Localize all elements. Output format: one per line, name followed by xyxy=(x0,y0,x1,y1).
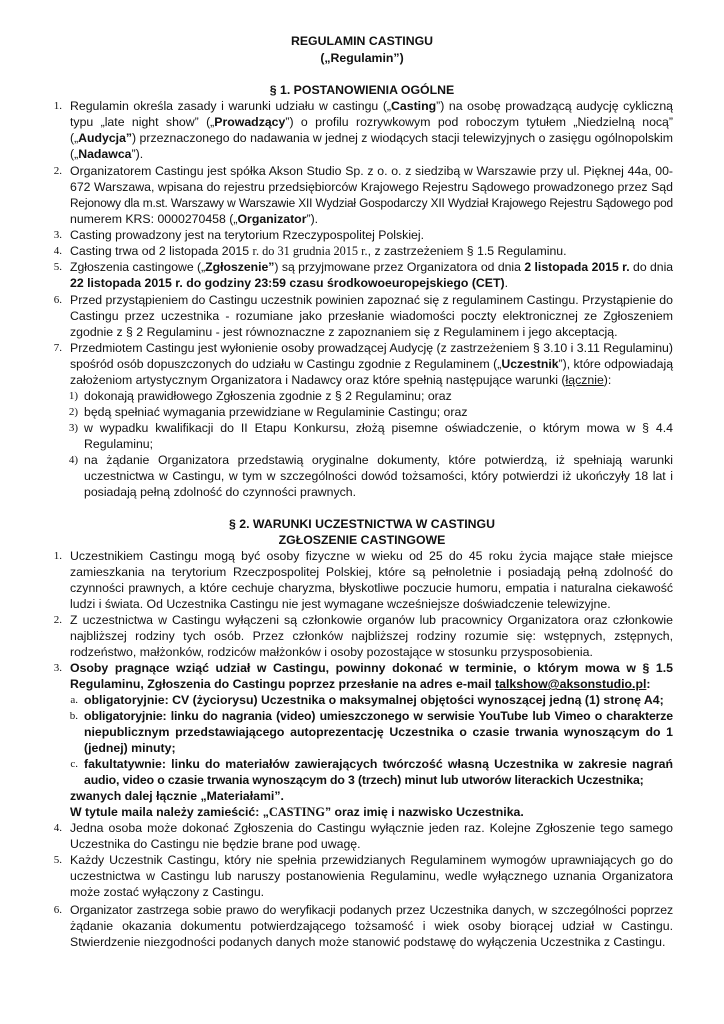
list-number: 2. xyxy=(53,614,62,626)
text-line: Zgłoszenia castingowe („Zgłoszenie”) są przyjmowane przez Organizatora od dnia 2 listopada 2015 r. do dnia xyxy=(70,260,674,274)
s1-item-3 xyxy=(53,227,673,243)
list-number: 7. xyxy=(53,342,62,354)
text-line: na żądanie Organizatora przedstawią oryginalne dokumenty, które potwierdzą, iż spełniają warunki xyxy=(84,453,673,467)
s2-item-1 xyxy=(53,548,673,612)
text-line: 22 listopada 2015 r. do godziny 23:59 czasu środkowoeuropejskiego (CET). xyxy=(70,276,509,291)
text-line: Organizator zastrzega sobie prawo do weryfikacji podanych przez Uczestnika danych, w szczególności poprzez xyxy=(70,903,673,917)
text-line: zgodnie z § 2 Regulaminu - jest równoznaczne z zapoznaniem się z Regulaminem i jego akceptacją. xyxy=(70,325,618,340)
section-1-title: § 1. POSTANOWIENIA OGÓLNE xyxy=(269,83,455,97)
text-line: 672 Warszawa, wpisana do rejestru przedsiębiorców Krajowego Rejestru Sądowego prowadzonego przez Sąd xyxy=(70,180,673,195)
text-line: w wypadku kwalifikacji do II Etapu Konkursu, złożą pisemne oświadczenie, o którym mowa w § 4.4 xyxy=(84,421,673,435)
text-line: obligatoryjnie: CV (życiorysu) Uczestnika o maksymalnej objętości wynoszącej jedną (1) stronę A4; xyxy=(84,693,664,707)
list-number: 6. xyxy=(53,904,62,916)
text-line: Osoby pragnące wziąć udział w Castingu, powinny dokonać w terminie, o którym mowa w § 1.5 xyxy=(70,661,673,675)
text-line: („Audycja”) przeznaczonego do nadawania w jednej z wiodących stacji telewizyjnych o zasięgu ogólnopolskim xyxy=(70,131,673,146)
list-number: 6. xyxy=(53,294,62,306)
list-number: 4. xyxy=(53,822,62,834)
text-line: Jedna osoba może dokonać Zgłoszenia do Castingu wyłącznie jeden raz. Kolejne Zgłoszenie tego samego xyxy=(70,821,673,835)
s1-item-1 xyxy=(53,98,674,162)
s1-item-7-sub-2 xyxy=(68,404,673,420)
s2-item-3-sub-a xyxy=(70,692,673,708)
text-line: najbliższej rodziny tych osób. Przez członków najbliższej rodziny rozumie się: wstępnych, zstępnych, xyxy=(70,629,673,644)
s2-item-3-footer xyxy=(70,788,673,820)
text-line: Stwierdzenie niezgodności podanych danych może stanowić podstawę do wyłączenia Uczestnika z Castingu. xyxy=(70,935,666,950)
s1-item-5 xyxy=(53,259,674,291)
list-number: 4. xyxy=(53,245,62,257)
text-line: uczestnictwa w Castingu, w tym w szczególności dowód tożsamości, który potwierdzi iż ukończyły 18 lat i xyxy=(84,469,673,484)
text-line: spośród osób dopuszczonych do udziału w Castingu zgodnie z Regulaminem („Uczestnik”), które odpowiadają xyxy=(70,357,674,372)
document-subtitle: („Regulamin”) xyxy=(320,51,404,65)
text-line: Każdy Uczestnik Castingu, który nie spełnia przewidzianych Regulaminem wymogów uprawniających go do xyxy=(70,853,673,867)
text-line: Przedmiotem Castingu jest wyłonienie osoby prowadzącej Audycję (z zastrzeżeniem § 3.10 i 3.11 Regulaminu) xyxy=(70,341,673,355)
text-line: uczestnictwa w Castingu lub naruszy postanowienia Regulaminu, wedle wyłącznego uznania Organizatora xyxy=(70,869,673,884)
s2-item-3 xyxy=(53,660,673,692)
text-line: Castingu przez uczestnika - rozumiane jako przesłanie wiadomości poczty elektronicznej ze Zgłoszeniem xyxy=(70,309,673,324)
s1-item-4 xyxy=(53,243,673,259)
text-line: Organizatorem Castingu jest spółka Akson Studio Sp. z o. o. z siedzibą w Warszawie przy ul. Pięknej 44a, 00- xyxy=(70,164,673,178)
s1-item-7-sub-1 xyxy=(68,388,673,404)
text-line: zwanych dalej łącznie „Materiałami”. xyxy=(70,789,284,803)
s1-item-7 xyxy=(53,340,674,388)
list-number: 1) xyxy=(68,390,78,402)
text-line: żądanie okazania dokumentu potwierdzającego tożsamość i wiek osoby biorącej udział w Castingu. xyxy=(70,919,673,934)
list-number: b. xyxy=(69,710,78,722)
text-line: („Nadawca”). xyxy=(70,147,144,162)
text-line: Rejonowy dla m.st. Warszawy w Warszawie XII Wydział Gospodarczy XII Wydział Krajowego Rejestru Sądowego pod xyxy=(70,196,673,211)
text-line: audio, video o czasie trwania wynoszącym do 3 (trzech) minut lub utworów literackich Uczestnika; xyxy=(84,773,644,788)
text-line: Z uczestnictwa w Castingu wyłączeni są członkowie organów lub pracownicy Organizatora oraz członkowie xyxy=(70,613,673,627)
text-line: niepublicznym przedstawiającego autoprezentację Uczestnika o czasie trwania wynoszącym do 1 xyxy=(84,725,673,740)
text-line: Casting prowadzony jest na terytorium Rzeczypospolitej Polskiej. xyxy=(70,228,425,242)
text-line: dokonają prawidłowego Zgłoszenia zgodnie z § 2 Regulaminu; oraz xyxy=(84,389,452,403)
text-line: numerem KRS: 0000270458 („Organizator”). xyxy=(70,212,319,227)
text-line: posiadają pełną zdolność do czynności prawnych. xyxy=(84,485,357,500)
document-title: REGULAMIN CASTINGU xyxy=(290,34,434,48)
text-line: fakultatywnie: linku do materiałów zawierających twórczość własną Uczestnika w zakresie nagrań xyxy=(84,757,673,771)
text-line: ludzi i świata. Od Uczestnika Castingu nie jest wymagane wcześniejsze doświadczenie telewizyjne. xyxy=(70,597,611,612)
list-number: 3) xyxy=(68,422,78,434)
text-line: W tytule maila należy zamieścić: „CASTING” oraz imię i nazwisko Uczestnika. xyxy=(70,805,524,820)
s1-item-6 xyxy=(53,292,673,340)
text-line: Regulaminu; xyxy=(84,437,154,452)
section-2-subtitle: ZGŁOSZENIE CASTINGOWE xyxy=(278,533,446,547)
list-number: c. xyxy=(70,758,78,770)
text-line: rodzeństwo, małżonków, rodziców małżonków i osoby pozostające w stosunku przysposobienia. xyxy=(70,645,593,660)
list-number: 3. xyxy=(53,662,62,674)
text-line: Uczestnikiem Castingu mogą być osoby fizyczne w wieku od 25 do 45 roku życia mające stałe miejsce xyxy=(70,549,673,563)
list-number: 2) xyxy=(68,406,78,418)
s1-item-7-sub-4 xyxy=(68,452,673,500)
s2-item-2 xyxy=(53,612,673,660)
text-line: czynności prawnych, a które cechuje charyzma, błyskotliwe poczucie humoru, empatia i naturalna ciekawość xyxy=(70,581,673,596)
text-line: typu „late night show” („Prowadzący”) o profilu rozrywkowym pod roboczym tytułem „Niedzielną nocą” xyxy=(70,115,673,130)
text-line: Regulaminu, Zgłoszenia do Castingu poprzez przesłanie na adres e-mail talkshow@aksonstudio.pl: xyxy=(70,677,651,692)
text-line: Casting trwa od 2 listopada 2015 r. do 31 grudnia 2015 r., z zastrzeżeniem § 1.5 Regulaminu. xyxy=(70,244,567,258)
text-line: zamieszkania na terytorium Rzeczpospolitej Polskiej, które są pełnoletnie i posiadają pełną zdolność do xyxy=(70,565,673,580)
text-line: (jednej) minuty; xyxy=(84,741,176,756)
s2-item-3-sub-b xyxy=(69,708,673,756)
s2-item-6 xyxy=(53,902,673,950)
text-line: Uczestnika do Castingu nie będzie brane pod uwagę. xyxy=(70,837,361,852)
email-link[interactable]: talkshow@aksonstudio.pl xyxy=(495,677,647,692)
section-2-title: § 2. WARUNKI UCZESTNICTWA W CASTINGU xyxy=(229,517,495,531)
s1-item-7-sub-3 xyxy=(68,420,673,452)
list-number: 5. xyxy=(53,854,62,866)
list-number: 1. xyxy=(53,100,62,112)
text-line: założeniom artystycznym Organizatora i Nadawcy oraz które spełnią następujące warunki (łącznie): xyxy=(70,373,612,388)
list-number: 4) xyxy=(68,454,78,466)
list-number: 2. xyxy=(53,165,62,177)
s2-item-4 xyxy=(53,820,673,852)
text-line: obligatoryjnie: linku do nagrania (video) umieszczonego w serwisie YouTube lub Vimeo o charakterze xyxy=(84,709,673,723)
list-number: a. xyxy=(70,694,78,706)
list-number: 3. xyxy=(53,229,62,241)
s2-item-3-sub-c xyxy=(70,756,673,788)
text-line: może zostać wyłączony z Castingu. xyxy=(70,885,265,900)
s1-item-2 xyxy=(53,163,673,227)
text-line: Regulamin określa zasady i warunki udziału w castingu („Casting”) na osobę prowadzącą audycję cykliczną xyxy=(70,99,674,113)
list-number: 5. xyxy=(53,261,62,273)
text-line: Przed przystąpieniem do Castingu uczestnik powinien zapoznać się z regulaminem Castingu. Przystąpienie do xyxy=(70,293,673,307)
list-number: 1. xyxy=(53,550,62,562)
text-line: będą spełniać wymagania przewidziane w Regulaminie Castingu; oraz xyxy=(84,405,468,419)
s2-item-5 xyxy=(53,852,673,900)
